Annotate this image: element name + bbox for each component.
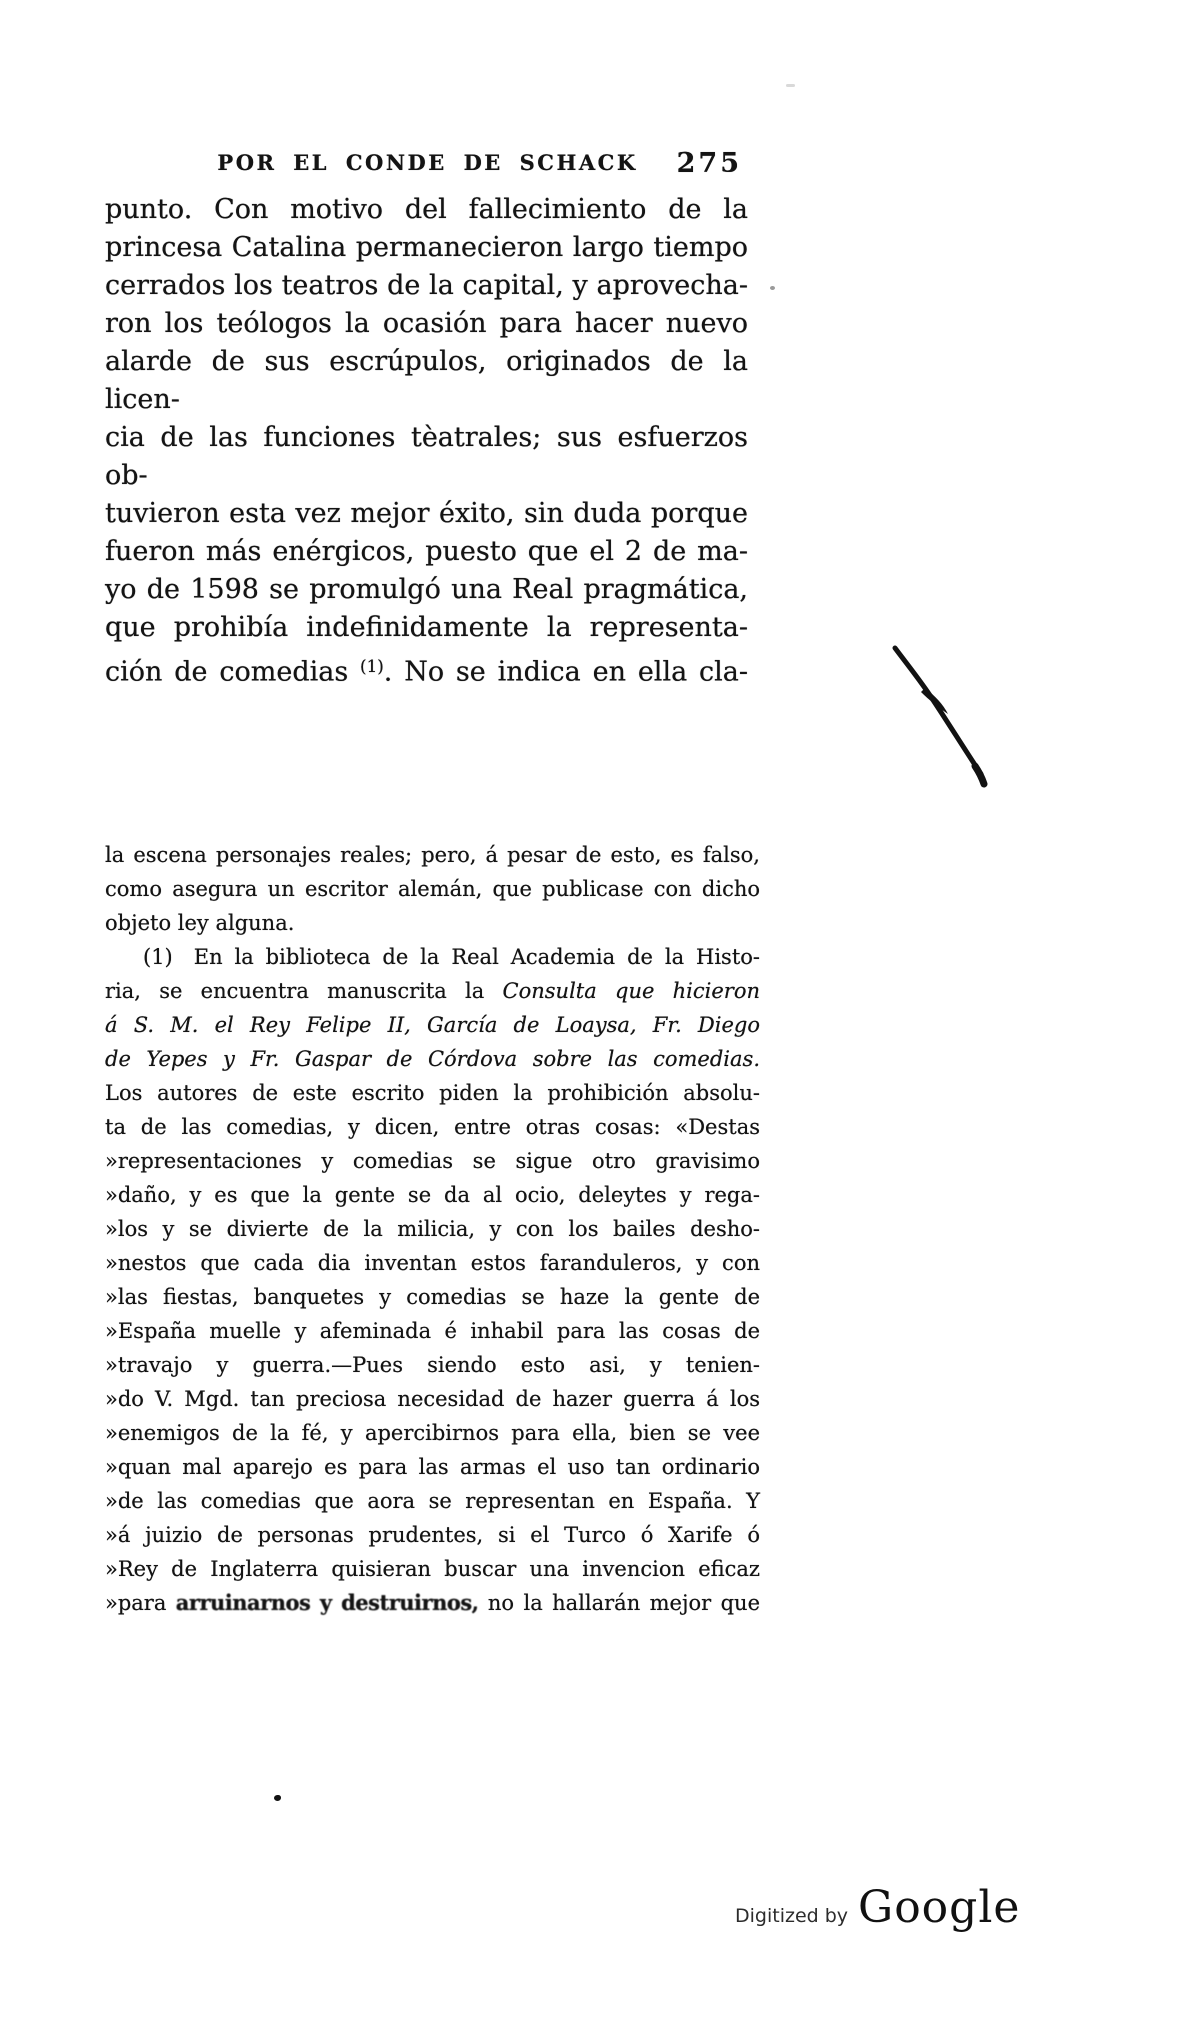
text-line: »á juizio de personas prudentes, si el Turco ó Xarife ó: [105, 1523, 760, 1547]
text-line: »travajo y guerra.—Pues siendo esto asi, y tenien-: [105, 1353, 760, 1377]
text-line: ron los teólogos la ocasión para hacer nuevo: [105, 308, 748, 339]
text-line: »de las comedias que aora se representan en España. Y: [105, 1489, 760, 1513]
page-number: 275: [676, 148, 742, 179]
text-line: »enemigos de la fé, y apercibirnos para ella, bien se vee: [105, 1421, 760, 1445]
digitized-by-label: Digitized by: [735, 1905, 849, 1927]
text-line: ria, se encuentra manuscrita la Consulta que hicieron: [105, 979, 760, 1003]
text-line: cerrados los teatros de la capital, y aprovecha-: [105, 270, 748, 301]
pen-stroke-mark: [865, 628, 1015, 798]
text-line: (1) En la biblioteca de la Real Academia de la Histo-: [143, 945, 760, 969]
text-line: »España muelle y afeminada é inhabil para las cosas de: [105, 1319, 760, 1343]
text-line: »do V. Mgd. tan preciosa necesidad de hazer guerra á los: [105, 1387, 760, 1411]
ink-speck: [274, 1795, 281, 1801]
text-line: princesa Catalina permanecieron largo tiempo: [105, 232, 748, 263]
faint-mark: [786, 84, 795, 87]
text-line: »quan mal aparejo es para las armas el uso tan ordinario: [105, 1455, 760, 1479]
text-line: »representaciones y comedias se sigue otro gravisimo: [105, 1149, 760, 1173]
text-line: á S. M. el Rey Felipe II, García de Loaysa, Fr. Diego: [105, 1013, 760, 1037]
text-line: que prohibía indefinidamente la representa-: [105, 612, 748, 643]
running-title: POR EL CONDE DE SCHACK: [217, 150, 638, 175]
text-line: »Rey de Inglaterra quisieran buscar una invencion eficaz: [105, 1557, 760, 1581]
text-line: »nestos que cada dia inventan estos faranduleros, y con: [105, 1251, 760, 1275]
text-line: como asegura un escritor alemán, que publicase con dicho: [105, 877, 760, 901]
text-line: tuvieron esta vez mejor éxito, sin duda porque: [105, 498, 748, 529]
text-line: »las fiestas, banquetes y comedias se haze la gente de: [105, 1285, 760, 1309]
page-header: [105, 148, 750, 179]
text-line: objeto ley alguna.: [105, 911, 295, 935]
google-logo: Google: [858, 1882, 1021, 1933]
text-line: ción de comedias $^{(1)}$. No se indica en ella cla-: [105, 656, 748, 688]
text-line: la escena personajes reales; pero, á pesar de esto, es falso,: [105, 843, 760, 867]
text-line: yo de 1598 se promulgó una Real pragmática,: [105, 574, 748, 605]
text-line: alarde de sus escrúpulos, originados de la licen-: [105, 346, 748, 415]
text-line: »los y se divierte de la milicia, y con los bailes desho-: [105, 1217, 760, 1241]
text-line: cia de las funciones tèatrales; sus esfuerzos ob-: [105, 422, 748, 491]
text-line: »para arruinarnos y destruirnos, no la hallarán mejor que: [105, 1590, 760, 1615]
text-line: fueron más enérgicos, puesto que el 2 de ma-: [105, 536, 748, 567]
text-line: ta de las comedias, y dicen, entre otras cosas: «Destas: [105, 1115, 760, 1139]
footnote-block: [105, 838, 760, 1620]
main-paragraph: [105, 191, 748, 691]
text-line: punto. Con motivo del fallecimiento de la: [105, 194, 748, 225]
margin-speck: [770, 286, 775, 290]
text-line: de Yepes y Fr. Gaspar de Córdova sobre las comedias.: [105, 1047, 760, 1071]
text-line: »daño, y es que la gente se da al ocio, deleytes y rega-: [105, 1183, 760, 1207]
text-line: Los autores de este escrito piden la prohibición absolu-: [105, 1081, 760, 1105]
digitized-by-google: [735, 1882, 1020, 1933]
